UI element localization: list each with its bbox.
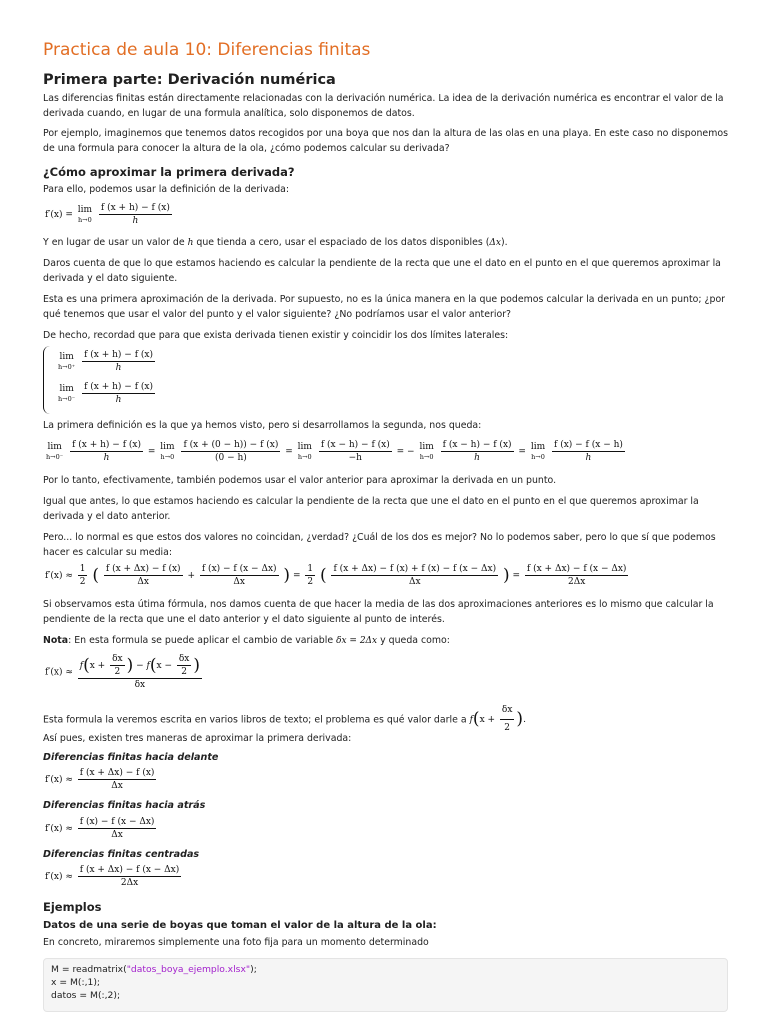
equation-backward-derivation xyxy=(44,440,627,463)
code-block[interactable] xyxy=(43,958,728,1012)
code-line-2: x = M(:,1); xyxy=(51,977,101,988)
equation-delta-form xyxy=(45,654,204,690)
paragraph-segunda: La primera definición es la que ya hemos visto, pero si desarrollamos la segunda, nos queda: xyxy=(43,420,482,431)
text-h-mid: que tienda a cero, usar el espaciado de los datos disponibles ( xyxy=(196,237,490,248)
period: . xyxy=(523,715,526,726)
paragraph-definicion: Para ello, podemos usar la definición de la derivada: xyxy=(43,184,290,195)
paragraph-anterior: Por lo tanto, efectivamente, también podemos usar el valor anterior para aproximar la derivada en un punto. xyxy=(43,475,557,486)
x-plus: x + xyxy=(89,661,106,671)
frac-den: Δx xyxy=(233,577,245,587)
nota-equation: δx = 2Δx xyxy=(336,636,378,646)
lim-sub: h→0⁻ xyxy=(46,453,64,461)
frac-den: 2 xyxy=(307,577,314,587)
eq-sign: = xyxy=(518,447,526,457)
heading-hacia-atras: Diferencias finitas hacia atrás xyxy=(43,800,206,811)
equation-average xyxy=(45,564,630,587)
frac-num: f (x + Δx) − f (x) xyxy=(105,564,181,574)
frac-den: h xyxy=(115,363,122,373)
eq-sign: = − xyxy=(396,447,415,457)
frac-den: 2 xyxy=(114,667,121,677)
section-heading-derivacion: Primera parte: Derivación numérica xyxy=(43,72,336,88)
frac-den: 2 xyxy=(504,723,511,734)
frac-num: f (x − h) − f (x) xyxy=(442,440,512,450)
subsection-heading: ¿Cómo aproximar la primera derivada? xyxy=(43,165,295,179)
eq-lhs: f′(x) ≈ xyxy=(45,824,73,834)
frac-den: 2Δx xyxy=(120,878,139,888)
frac-num: f (x + Δx) − f (x − Δx) xyxy=(526,564,627,574)
paren-open: ( xyxy=(472,709,480,730)
frac-den: h xyxy=(103,453,110,463)
text-h-after: ). xyxy=(500,237,508,248)
paren-close: ) xyxy=(193,655,201,676)
frac-den: h xyxy=(115,395,122,405)
paren-close: ) xyxy=(516,709,524,730)
paren-close: ) xyxy=(126,655,134,676)
paragraph-pendiente: Daros cuenta de que lo que estamos haciendo es calcular la pendiente de la recta que une el dato en el punto en el que queremos aproximar la derivada y el dato siguiente. xyxy=(43,258,721,285)
heading-datos-boyas: Datos de una serie de boyas que toman el valor de la altura de la ola: xyxy=(43,920,437,931)
frac-num: 1 xyxy=(79,564,86,574)
equation-limit-minus xyxy=(56,382,157,405)
frac-num: f (x + h) − f (x) xyxy=(84,350,153,360)
f-symbol: f xyxy=(146,661,150,671)
frac-num: f (x + h) − f (x) xyxy=(72,440,141,450)
minus-sign: − xyxy=(136,661,144,671)
frac-den: Δx xyxy=(111,781,123,791)
eq-sign: = xyxy=(292,571,301,581)
nota-text: : En esta formula se puede aplicar el cambio de variable xyxy=(68,635,334,646)
paren-open: ( xyxy=(83,655,90,676)
plus-sign: + xyxy=(187,571,195,581)
x-minus: x − xyxy=(156,661,172,671)
frac-num: f (x + Δx) − f (x − Δx) xyxy=(79,865,180,875)
paren-close: ) xyxy=(283,565,291,586)
paragraph-observamos: Si observamos esta útima fórmula, nos damos cuenta de que hacer la media de las dos aproximaciones anteriores es lo mismo que calcular la pendiente de la recta que une el dato anterior y el dato siguiente al punto de interés. xyxy=(43,599,714,626)
frac-num: δx xyxy=(500,703,515,720)
frac-num: f (x − h) − f (x) xyxy=(320,440,390,450)
lim-sub: h→0⁺ xyxy=(58,363,76,371)
frac-den: 2Δx xyxy=(568,577,586,587)
paren-open: ( xyxy=(149,655,157,676)
code-text: ); xyxy=(250,964,257,975)
frac-num: δx xyxy=(112,654,123,664)
eq-sign: = xyxy=(147,447,156,457)
frac-den: Δx xyxy=(111,830,123,840)
paragraph-intro: Las diferencias finitas están directamente relacionadas con la derivación numérica. La idea de la derivación numérica es encontrar el valor de la derivada cuando, en lugar de una formula analítica, solo disponemos de datos. xyxy=(43,93,724,120)
text-libros: Esta formula la veremos escrita en varios libros de texto; el problema es qué valor darle a xyxy=(43,714,467,726)
frac-den: Δx xyxy=(409,577,421,587)
frac-den: h xyxy=(132,216,139,226)
lim-label: lim xyxy=(47,442,62,452)
eq-sign: = xyxy=(512,571,521,581)
lim-sub: h→0 xyxy=(531,453,545,461)
paragraph-h xyxy=(43,235,743,251)
equation-derivative-definition xyxy=(45,203,174,226)
paragraph-aproximacion: Esta es una primera aproximación de la derivada. Por supuesto, no es la única manera en la que podemos calcular la derivada en un punto; ¿por qué tenemos que usar el valor del punto y el valor siguiente? ¿No podríamos usar el valor anterior? xyxy=(43,294,726,321)
code-line-3: datos = M(:,2); xyxy=(51,990,121,1001)
frac-den: 2 xyxy=(181,667,187,677)
var-delta-x: Δx xyxy=(489,238,501,248)
f-symbol: f xyxy=(79,661,84,671)
text-h-before: Y en lugar de usar un valor de xyxy=(43,237,185,248)
equation-backward xyxy=(45,817,158,840)
frac-num: f (x + h) − f (x) xyxy=(84,382,153,392)
lim-label: lim xyxy=(530,442,546,452)
page-title: Practica de aula 10: Diferencias finitas xyxy=(43,40,371,60)
f-symbol: f xyxy=(469,715,473,726)
paragraph-nota xyxy=(43,633,728,649)
frac-den: h xyxy=(585,453,592,463)
lim-sub: h→0 xyxy=(297,453,312,461)
frac-num: f (x + Δx) − f (x) + f (x) − f (x − Δx) xyxy=(333,564,497,574)
paragraph-pero: Pero... lo normal es que estos dos valores no coincidan, ¿verdad? ¿Cuál de los dos es mejor? No lo podemos saber, pero lo que sí que podemos hacer es calcular su media: xyxy=(43,532,716,559)
lim-label: lim xyxy=(59,384,74,394)
frac-num: δx xyxy=(178,654,190,664)
frac-den: h xyxy=(474,453,480,463)
paren-open: ( xyxy=(319,565,327,586)
nota-label: Nota xyxy=(43,635,69,646)
frac-den: −h xyxy=(348,453,362,463)
eq-lhs: f′(x) ≈ xyxy=(45,667,73,678)
lim-label: lim xyxy=(297,442,312,452)
heading-hacia-delante: Diferencias finitas hacia delante xyxy=(43,752,219,763)
frac-num: f (x) − f (x − h) xyxy=(554,440,623,450)
code-text: M = readmatrix( xyxy=(51,964,127,975)
lim-label: lim xyxy=(59,352,74,362)
frac-num: f (x + (0 − h)) − f (x) xyxy=(183,440,279,450)
frac-num: f (x) − f (x − Δx) xyxy=(79,817,155,827)
frac-num: f (x + Δx) − f (x) xyxy=(79,768,155,778)
eq-sign: = xyxy=(285,447,293,457)
paren-close: ) xyxy=(502,565,510,586)
paragraph-foto-fija: En concreto, miraremos simplemente una foto fija para un momento determinado xyxy=(43,937,429,948)
x-plus: x + xyxy=(479,715,496,726)
eq-lhs: f′(x) ≈ xyxy=(45,872,73,882)
var-h: h xyxy=(187,238,194,248)
brace-left xyxy=(43,346,50,414)
eq-lhs: f′(x) = xyxy=(45,210,73,220)
lim-label: lim xyxy=(77,205,93,215)
heading-centradas: Diferencias finitas centradas xyxy=(43,849,200,860)
lim-label: lim xyxy=(160,442,175,452)
paragraph-laterales: De hecho, recordad que para que exista derivada tienen existir y coincidir los dos límites laterales: xyxy=(43,330,509,341)
eq-lhs: f′(x) ≈ xyxy=(45,775,73,785)
frac-den: Δx xyxy=(137,577,149,587)
lim-sub: h→0 xyxy=(78,216,92,224)
equation-limit-plus xyxy=(56,350,157,373)
code-line-1 xyxy=(51,964,257,977)
code-string: "datos_boya_ejemplo.xlsx" xyxy=(126,964,251,975)
eq-lhs: f′(x) ≈ xyxy=(45,571,73,581)
equation-centered xyxy=(45,865,183,888)
lim-sub: h→0 xyxy=(160,453,175,461)
nota-end: y queda como: xyxy=(380,635,450,646)
lim-sub: h→0 xyxy=(419,453,434,461)
lim-label: lim xyxy=(419,442,434,452)
frac-den: (0 − h) xyxy=(215,453,247,463)
frac-den: 2 xyxy=(79,577,86,587)
lim-sub: h→0⁻ xyxy=(58,395,76,403)
frac-num xyxy=(78,654,202,679)
frac-num: f (x + h) − f (x) xyxy=(100,203,170,213)
paragraph-tres-maneras: Así pues, existen tres maneras de aproximar la primera derivada: xyxy=(43,733,352,744)
paren-open: ( xyxy=(92,565,99,586)
frac-num: 1 xyxy=(307,564,314,574)
heading-ejemplos: Ejemplos xyxy=(43,900,102,914)
paragraph-igual: Igual que antes, lo que estamos haciendo es calcular la pendiente de la recta que une el dato en el punto en el que queremos aproximar la derivada y el dato anterior. xyxy=(43,496,699,523)
frac-num: f (x) − f (x − Δx) xyxy=(201,564,277,574)
frac-den: δx xyxy=(134,680,146,690)
equation-forward xyxy=(45,768,158,791)
paragraph-boya: Por ejemplo, imaginemos que tenemos datos recogidos por una boya que nos dan la altura de las olas en una playa. En este caso no disponemos de una formula para conocer la altura de la ola, ¿cómo podemos calcular su derivada? xyxy=(43,128,728,155)
